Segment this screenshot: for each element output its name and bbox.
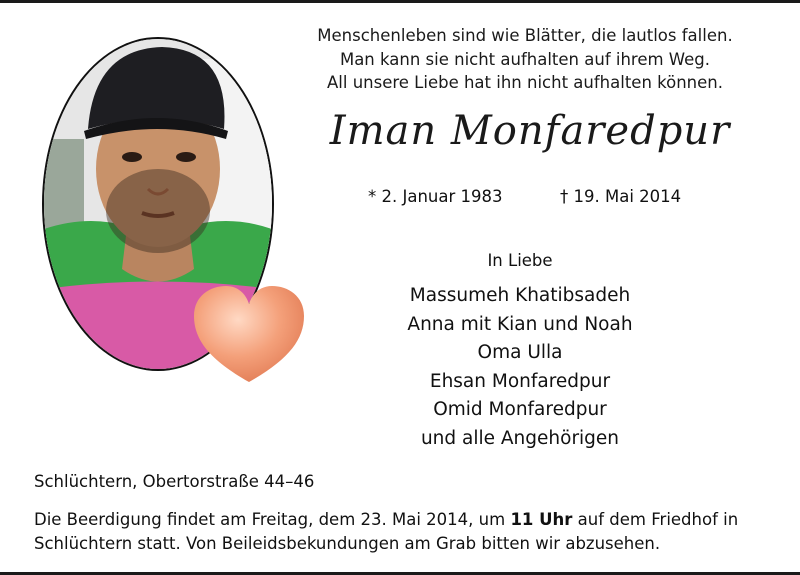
poem-line: Menschenleben sind wie Blätter, die lautlos fallen. xyxy=(317,26,733,45)
family-member: und alle Angehörigen xyxy=(420,427,620,449)
funeral-time: 11 Uhr xyxy=(510,510,573,529)
funeral-line-1 xyxy=(34,508,784,532)
poem-line: All unsere Liebe hat ihn nicht aufhalten können. xyxy=(327,73,723,92)
address: Schlüchtern, Obertorstraße 44–46 xyxy=(34,472,315,491)
poem xyxy=(300,24,750,95)
death-date: † 19. Mai 2014 xyxy=(560,187,682,206)
funeral-notice xyxy=(34,508,784,555)
family-member: Oma Ulla xyxy=(477,342,563,363)
funeral-text-before: Die Beerdigung findet am Freitag, dem 23. Mai 2014, um xyxy=(34,510,511,529)
funeral-text-after: auf dem Friedhof in xyxy=(572,510,739,529)
deceased-name: Iman Monfaredpur xyxy=(329,108,731,154)
family-list xyxy=(370,282,670,453)
heart-icon xyxy=(190,282,308,388)
poem-line: Man kann sie nicht aufhalten auf ihrem Weg. xyxy=(339,49,711,69)
birth-date: * 2. Januar 1983 xyxy=(368,187,503,206)
funeral-line-2: Schlüchtern statt. Von Beileidsbekundungen am Grab bitten wir abzusehen. xyxy=(34,533,661,553)
family-member: Anna mit Kian und Noah xyxy=(407,313,633,335)
family-member: Ehsan Monfaredpur xyxy=(429,370,611,392)
family-member: Massumeh Khatibsadeh xyxy=(409,285,631,306)
family-member: Omid Monfaredpur xyxy=(433,399,607,420)
in-love-heading: In Liebe xyxy=(487,251,553,270)
